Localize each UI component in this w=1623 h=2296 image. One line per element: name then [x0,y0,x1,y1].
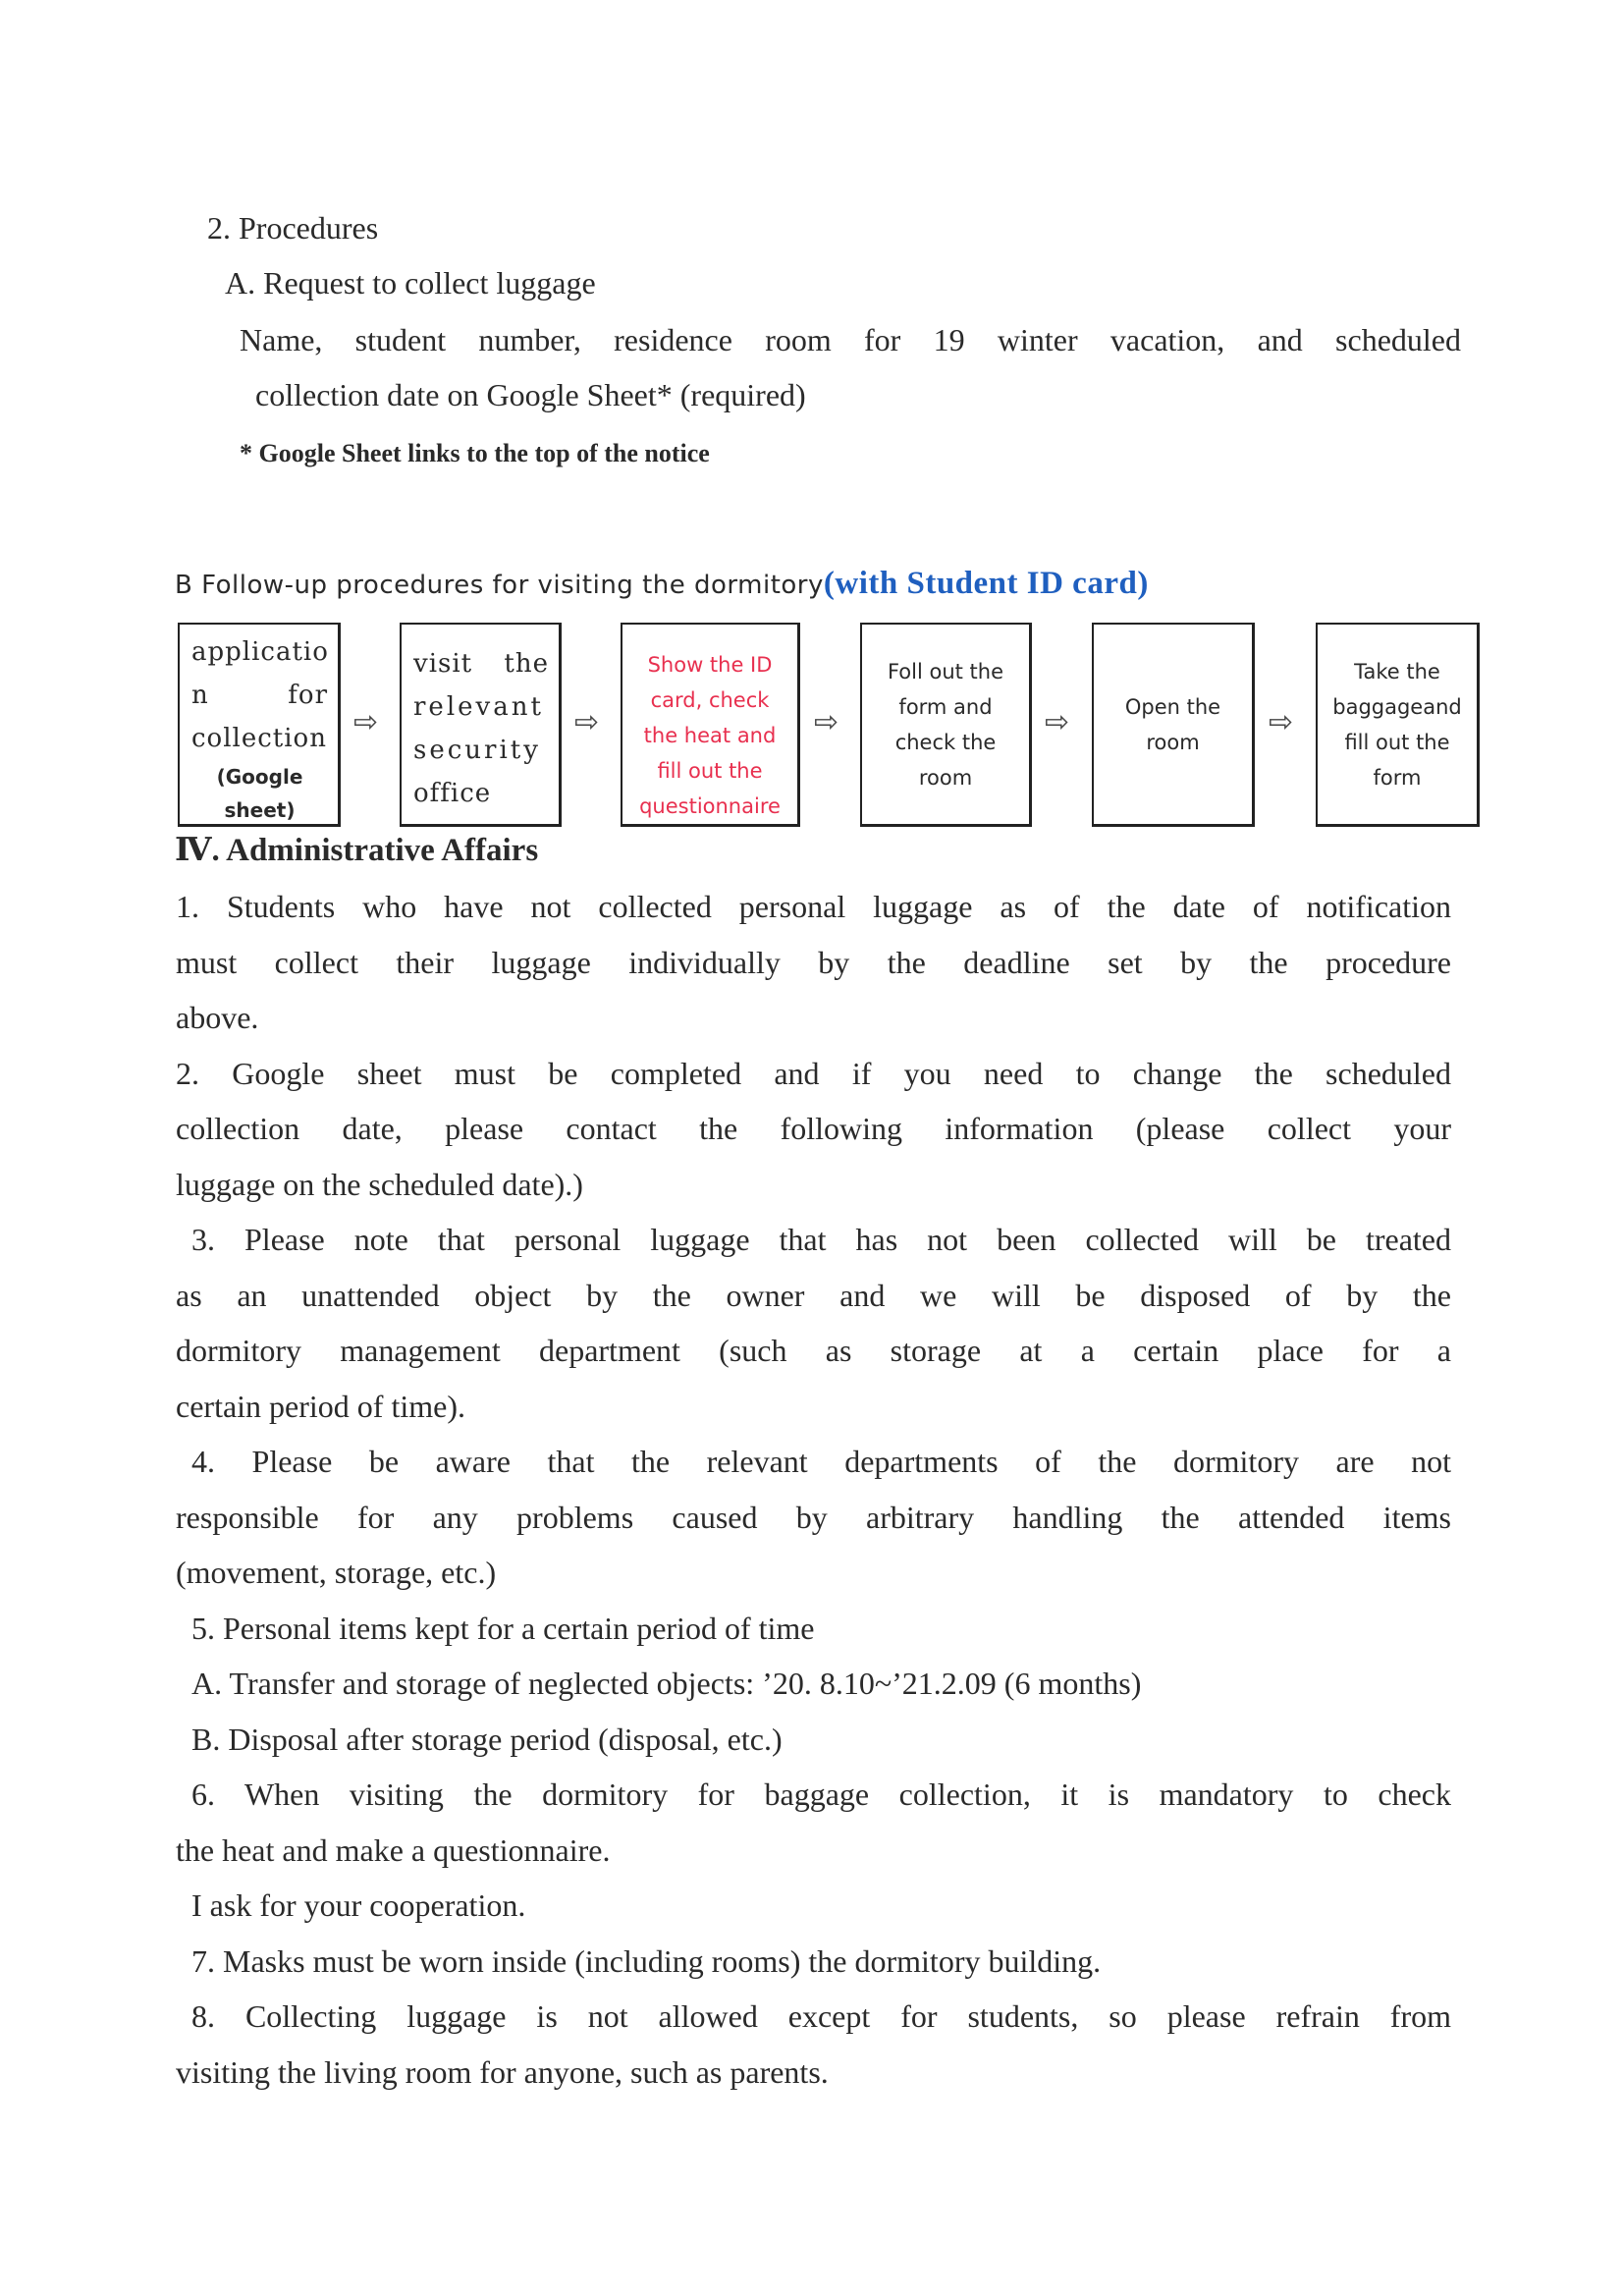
arrow-right-icon: ⇨ [1269,705,1294,739]
request-heading: A. Request to collect luggage [225,265,596,301]
step-4-line: check the [894,730,997,754]
admin-line: collection date, please contact the following information (please collect your [176,1111,1451,1146]
step-2-line: visit the [413,649,549,679]
follow-up-heading-text: B Follow-up procedures for visiting the dormitory [175,571,824,600]
admin-line: 1. Students who have not collected personal luggage as of the date of notification [176,889,1451,924]
step-3-line: fill out the [657,759,763,783]
admin-line: A. Transfer and storage of neglected objects: ’20. 8.10~’21.2.09 (6 months) [191,1666,1142,1701]
google-sheet-note: * Google Sheet links to the top of the notice [240,439,710,467]
admin-line: dormitory management department (such as storage at a certain place for a [176,1333,1451,1368]
step-4-line: Foll out the [887,659,1004,683]
step-open-room-box [1092,623,1255,827]
step-1-sub: (Google [216,765,303,789]
step-3-line: questionnaire [639,794,781,818]
admin-line: the heat and make a questionnaire. [176,1832,611,1868]
step-1-sub: sheet) [224,798,296,822]
admin-line: I ask for your cooperation. [191,1887,526,1923]
step-form-check-box [860,623,1032,827]
arrow-right-icon: ⇨ [353,705,379,739]
student-id-highlight: (with Student ID card) [823,566,1149,601]
request-body-line2: collection date on Google Sheet* (required) [255,377,806,412]
step-1-line: n for [191,681,328,710]
step-5-line: Open the [1124,694,1221,719]
step-2-line: office [413,779,492,808]
admin-line: 2. Google sheet must be completed and if you need to change the scheduled [176,1056,1451,1091]
admin-line: 5. Personal items kept for a certain period of time [191,1611,815,1646]
admin-line: visiting the living room for anyone, such as parents. [176,2054,829,2090]
step-2-line: relevant [413,692,544,722]
admin-line: above. [176,1000,259,1035]
step-1-line: applicatio [191,637,329,667]
admin-line: B. Disposal after storage period (disposal, etc.) [191,1722,783,1757]
step-2-line: security [413,736,541,765]
admin-line: must collect their luggage individually by the deadline set by the procedure [176,945,1451,980]
step-6-line: fill out the [1344,730,1450,754]
admin-line: 8. Collecting luggage is not allowed except for students, so please refrain from [191,1998,1451,2034]
admin-line: as an unattended object by the owner and we will be disposed of by the [176,1278,1451,1313]
step-6-line: baggageand [1332,694,1462,719]
admin-line: luggage on the scheduled date).) [176,1167,583,1202]
step-4-line: room [918,765,973,790]
follow-up-heading [175,564,1149,605]
step-6-line: Take the [1354,659,1440,683]
procedures-heading: 2. Procedures [207,210,379,246]
step-application-box [178,623,341,827]
admin-line: responsible for any problems caused by arbitrary handling the attended items [176,1500,1451,1535]
admin-line: certain period of time). [176,1389,465,1424]
request-body-line1: Name, student number, residence room for 19 winter vacation, and scheduled [240,322,1461,357]
admin-line: 6. When visiting the dormitory for baggage collection, it is mandatory to check [191,1777,1451,1812]
admin-heading: Ⅳ. Administrative Affairs [175,833,539,868]
step-take-baggage-box [1316,623,1480,827]
admin-line: 7. Masks must be worn inside (including rooms) the dormitory building. [191,1943,1102,1979]
step-1-line: collection [191,724,327,753]
step-6-line: form [1373,765,1422,790]
step-security-office-box [400,623,562,827]
admin-line: (movement, storage, etc.) [176,1555,497,1590]
step-4-line: form and [898,694,993,719]
arrow-right-icon: ⇨ [574,705,600,739]
admin-line: 4. Please be aware that the relevant departments of the dormitory are not [191,1444,1451,1479]
admin-line: 3. Please note that personal luggage that has not been collected will be treated [191,1222,1451,1257]
step-3-line: the heat and [643,724,777,747]
step-5-line: room [1146,730,1200,754]
step-3-line: Show the ID [647,653,773,677]
arrow-right-icon: ⇨ [814,705,839,739]
step-show-id-box [621,623,800,827]
arrow-right-icon: ⇨ [1045,705,1070,739]
step-3-line: card, check [650,688,770,712]
